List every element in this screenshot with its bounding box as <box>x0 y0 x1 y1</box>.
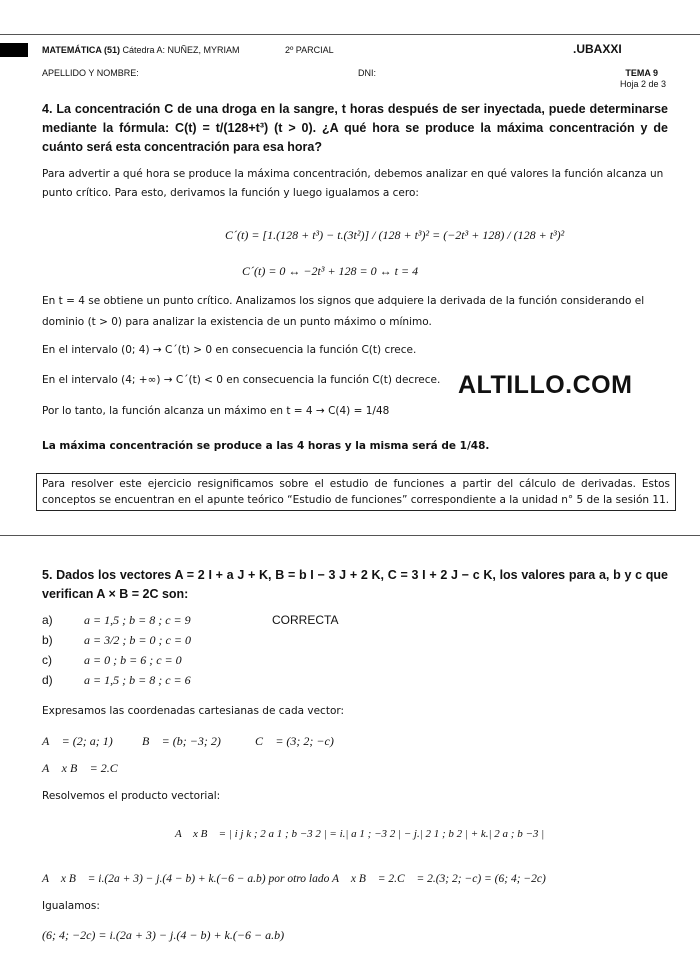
chair: Cátedra A: NUÑEZ, MYRIAM <box>122 45 240 55</box>
interval-1: En el intervalo (0; 4) → C´(t) > 0 en consecuencia la función C(t) crece. <box>42 344 417 356</box>
determinant: A⃗ x B⃗ = | i j k ; 2 a 1 ; b −3 2 | = i.| a 1 ; −3 2 | − j.| 2 1 ; b 2 | + k.| 2 a ; b −3 | <box>175 828 545 840</box>
option-c <box>42 650 338 670</box>
black-marker <box>0 43 28 57</box>
maximum-text: Por lo tanto, la función alcanza un máximo en t = 4 → C(4) = 1/48 <box>42 405 390 417</box>
vector-a: A⃗ = (2; a; 1) <box>42 734 113 748</box>
cross-intro: Resolvemos el producto vectorial: <box>42 790 221 802</box>
derivative-formula: C´(t) = [1.(128 + t³) − t.(3t²)] / (128 + t³)² = (−2t³ + 128) / (128 + t³)² <box>225 228 565 242</box>
zero-equation: C´(t) = 0 ↔ −2t³ + 128 = 0 ↔ t = 4 <box>242 264 419 278</box>
name-label: APELLIDO Y NOMBRE: <box>42 68 139 78</box>
sheet-number: Hoja 2 de 3 <box>619 79 666 89</box>
note-box: Para resolver este ejercicio resignificamos sobre el estudio de funciones a partir del cálculo de derivadas. Estos conceptos se encuentran en el apunte teórico “Estudio de funciones” correspondiente a la unidad n° 5 de la sesión 11. <box>36 473 676 511</box>
course: MATEMÁTICA (51) <box>42 45 120 55</box>
exam-title: 2º PARCIAL <box>285 45 334 55</box>
option-text: a = 3/2 ; b = 0 ; c = 0 <box>84 633 191 647</box>
conclusion: La máxima concentración se produce a las 4 horas y la misma será de 1/48. <box>42 440 490 452</box>
dni-label: DNI: <box>358 68 376 78</box>
critical-point-text: En t = 4 se obtiene un punto crítico. Analizamos los signos que adquiere la derivada de la función considerando el dominio (t > 0) para analizar la existencia de un punto máximo o mínimo. <box>42 295 645 328</box>
options-list <box>42 610 338 690</box>
logo: .UBAXXI <box>573 42 622 56</box>
option-letter: d) <box>42 673 53 687</box>
equate-equation: (6; 4; −2c) = i.(2a + 3) − j.(4 − b) + k.(−6 − a.b) <box>42 928 285 942</box>
interval-2: En el intervalo (4; +∞) → C´(t) < 0 en consecuencia la función C(t) decrece. <box>42 374 441 386</box>
option-text: a = 1,5 ; b = 8 ; c = 9 <box>84 613 191 627</box>
option-letter: b) <box>42 633 53 647</box>
option-d <box>42 670 338 690</box>
cross-equation: A⃗ x B⃗ = 2.C⃗ <box>42 761 128 775</box>
tema: TEMA 9 <box>625 68 658 78</box>
option-b <box>42 630 338 650</box>
correct-mark: CORRECTA <box>272 613 339 627</box>
option-letter: a) <box>42 613 53 627</box>
q4-intro: Para advertir a qué hora se produce la máxima concentración, debemos analizar en qué valores la función alcanza un punto crítico. Para esto, derivamos la función y luego igualamos a cero: <box>42 168 664 199</box>
coords-intro: Expresamos las coordenadas cartesianas de cada vector: <box>42 705 345 717</box>
equate-label: Igualamos: <box>42 900 100 912</box>
vector-b: B⃗ = (b; −3; 2) <box>142 734 221 748</box>
q5-statement: 5. Dados los vectores A = 2 I + a J + K, B = b I − 3 J + 2 K, C = 3 I + 2 J − c K, los valores para a, b y c que verifican A × B = 2C son: <box>42 568 668 601</box>
q4-statement: 4. La concentración C de una droga en la sangre, t horas después de ser inyectada, puede determinarse mediante la fórmula: C(t) = t/(128+t³) (t > 0). ¿A qué hora se produce la máxima concentración y de cuánto será esta concentración para esa hora? <box>42 102 668 154</box>
option-text: a = 0 ; b = 6 ; c = 0 <box>84 653 182 667</box>
expanded-product: A⃗ x B⃗ = i.(2a + 3) − j.(4 − b) + k.(−6 − a.b) por otro lado A⃗ x B⃗ = 2.C⃗ = 2.(3; 2; −c) = (6; 4; −2c) <box>42 873 546 885</box>
option-letter: c) <box>42 653 52 667</box>
option-text: a = 1,5 ; b = 8 ; c = 6 <box>84 673 191 687</box>
top-rule <box>0 34 700 35</box>
section-divider <box>0 535 700 536</box>
option-a <box>42 610 338 630</box>
vector-c: C⃗ = (3; 2; −c) <box>255 734 334 748</box>
watermark: ALTILLO.COM <box>458 371 633 399</box>
